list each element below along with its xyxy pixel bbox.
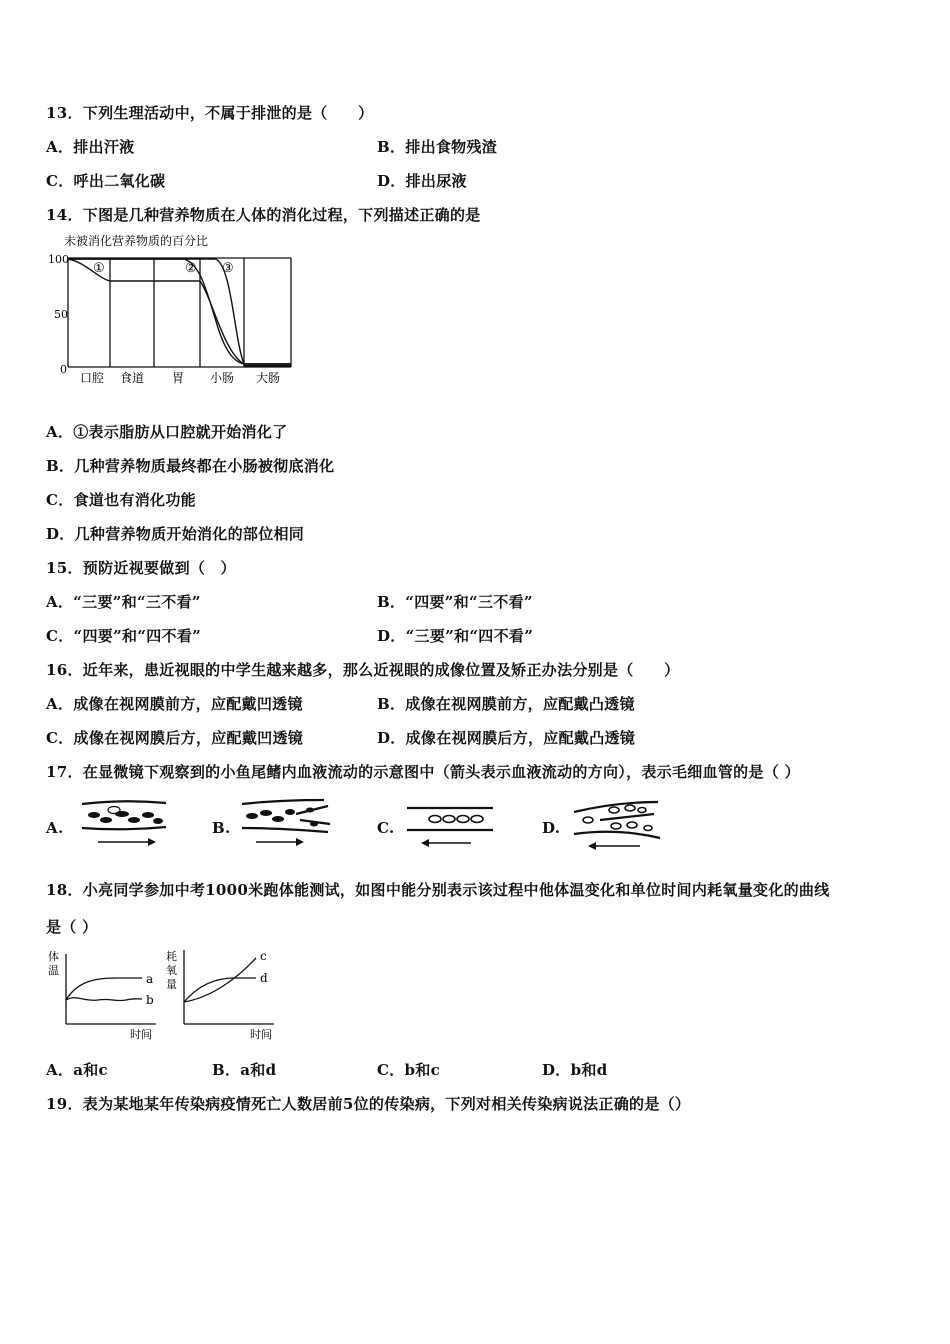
q15-option-d: D．“三要”和“四不看” bbox=[377, 627, 534, 645]
curve-b bbox=[66, 998, 142, 1001]
q14-option-b: B．几种营养物质最终都在小肠被彻底消化 bbox=[46, 457, 335, 475]
q14-stem: 14．下图是几种营养物质在人体的消化过程，下列描述正确的是 bbox=[46, 206, 481, 224]
q16-option-c: C．成像在视网膜后方，应配戴凹透镜 bbox=[46, 729, 304, 747]
vessel-c-figure bbox=[405, 798, 497, 850]
q16-option-d: D．成像在视网膜后方，应配戴凸透镜 bbox=[377, 729, 636, 747]
cat-large-intestine: 大肠 bbox=[256, 371, 281, 385]
q15-option-a: A．“三要”和“三不看” bbox=[46, 593, 201, 611]
temp-xlabel: 时间 bbox=[130, 1028, 152, 1041]
oxy-ylabel-2: 氧 bbox=[166, 964, 177, 977]
vessel-b-figure bbox=[238, 798, 334, 850]
q15-option-b: B．“四要”和“三不看” bbox=[377, 593, 533, 611]
temp-ylabel-2: 温 bbox=[48, 964, 59, 977]
q15-option-c: C．“四要”和“四不看” bbox=[46, 627, 202, 645]
q16-stem: 16．近年来，患近视眼的中学生越来越多，那么近视眼的成像位置及矫正办法分别是（ ） bbox=[46, 661, 680, 679]
oxy-ylabel-1: 耗 bbox=[166, 950, 177, 963]
label-d: d bbox=[260, 971, 268, 985]
q14-option-a: A．①表示脂肪从口腔就开始消化了 bbox=[46, 423, 288, 441]
q17-label-d: D. bbox=[542, 819, 561, 837]
y-tick-100: 100 bbox=[48, 253, 69, 266]
q17-label-b: B. bbox=[212, 819, 231, 837]
q19-stem: 19．表为某地某年传染病疫情死亡人数居前5位的传染病，下列对相关传染病说法正确的是（） bbox=[46, 1095, 691, 1113]
q13-stem: 13．下列生理活动中，不属于排泄的是（ ） bbox=[46, 104, 374, 122]
q18-option-b: B．a和d bbox=[212, 1061, 277, 1079]
temperature-chart bbox=[46, 944, 162, 1042]
label-2: ② bbox=[185, 261, 197, 276]
cat-stomach: 胃 bbox=[172, 371, 185, 385]
q13-option-c: C．呼出二氧化碳 bbox=[46, 172, 166, 190]
q18-stem-line1: 18．小亮同学参加中考1000米跑体能测试，如图中能分别表示该过程中他体温变化和单位时间内耗氧量变化的曲线 bbox=[46, 881, 830, 899]
q13-option-b: B．排出食物残渣 bbox=[377, 138, 498, 156]
q13-option-a: A．排出汗液 bbox=[46, 138, 135, 156]
y-tick-0: 0 bbox=[60, 363, 67, 376]
label-1: ① bbox=[93, 261, 105, 276]
oxygen-chart bbox=[164, 944, 284, 1042]
y-tick-50: 50 bbox=[54, 308, 68, 321]
cat-esophagus: 食道 bbox=[120, 371, 145, 385]
q17-label-a: A. bbox=[46, 819, 64, 837]
q14-option-d: D．几种营养物质开始消化的部位相同 bbox=[46, 525, 305, 543]
label-b: b bbox=[146, 993, 154, 1007]
q13-option-d: D．排出尿液 bbox=[377, 172, 467, 190]
cat-small-intestine: 小肠 bbox=[210, 371, 235, 385]
digestion-chart-title: 未被消化营养物质的百分比 bbox=[64, 234, 209, 248]
q16-option-b: B．成像在视网膜前方，应配戴凸透镜 bbox=[377, 695, 635, 713]
label-3: ③ bbox=[222, 261, 234, 276]
label-c: c bbox=[260, 949, 267, 963]
curve-d bbox=[184, 978, 256, 1002]
vessel-a-figure bbox=[78, 798, 170, 850]
oxy-ylabel-3: 量 bbox=[166, 978, 177, 991]
digestion-chart bbox=[40, 228, 310, 390]
q18-option-a: A．a和c bbox=[46, 1061, 108, 1079]
label-a: a bbox=[146, 972, 154, 986]
vessel-d-figure bbox=[568, 798, 664, 854]
curve-a bbox=[66, 978, 142, 1000]
q18-stem-line2: 是（ ） bbox=[46, 918, 98, 936]
cat-mouth: 口腔 bbox=[80, 371, 105, 385]
q18-option-c: C．b和c bbox=[377, 1061, 441, 1079]
q16-option-a: A．成像在视网膜前方，应配戴凹透镜 bbox=[46, 695, 303, 713]
oxy-xlabel: 时间 bbox=[250, 1028, 272, 1041]
q15-stem: 15．预防近视要做到（ ） bbox=[46, 559, 236, 577]
q14-option-c: C．食道也有消化功能 bbox=[46, 491, 196, 509]
q17-label-c: C. bbox=[377, 819, 395, 837]
q17-stem: 17．在显微镜下观察到的小鱼尾鳍内血液流动的示意图中（箭头表示血液流动的方向），表示毛细血管的是（ ） bbox=[46, 763, 800, 781]
temp-ylabel-1: 体 bbox=[48, 950, 59, 963]
q18-option-d: D．b和d bbox=[542, 1061, 608, 1079]
